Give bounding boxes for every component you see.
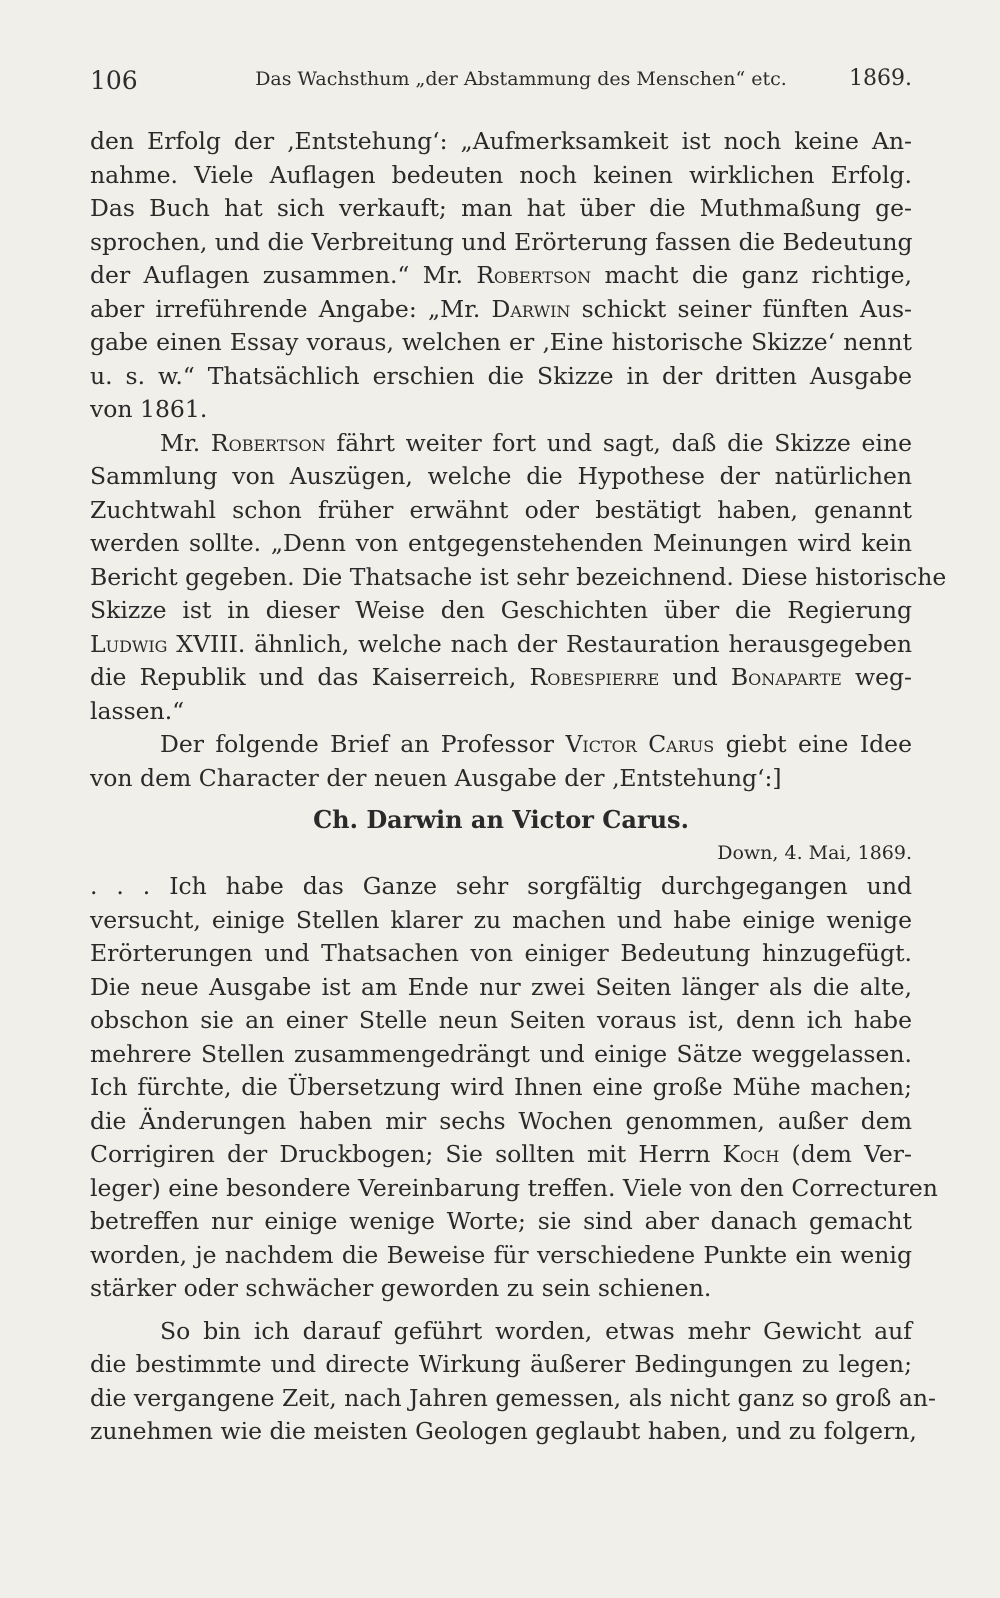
text-line: werden sollte. „Denn von entgegenstehenden Meinungen wird kein bbox=[90, 529, 912, 557]
text-line: obschon sie an einer Stelle neun Seiten voraus ist, denn ich habe bbox=[90, 1006, 912, 1034]
letter-date: Down, 4. Mai, 1869. bbox=[717, 841, 912, 864]
text-line: Ich fürchte, die Übersetzung wird Ihnen eine große Mühe machen; bbox=[90, 1073, 912, 1101]
text-segment: Der folgende Brief an Professor bbox=[160, 730, 566, 758]
text-line: Skizze ist in dieser Weise den Geschichten über die Regierung bbox=[90, 596, 912, 624]
running-title: Das Wachsthum „der Abstammung des Menschen“ etc. bbox=[255, 68, 787, 90]
text-line: Die neue Ausgabe ist am Ende nur zwei Seiten länger als die alte, bbox=[90, 972, 912, 1001]
text-line: . . . Ich habe das Ganze sehr sorgfältig durchgegangen und bbox=[90, 872, 912, 900]
text-line bbox=[90, 661, 912, 695]
text-line: worden, je nachdem die Beweise für verschiedene Punkte ein wenig bbox=[90, 1240, 912, 1269]
small-caps-name: Robertson bbox=[476, 261, 592, 289]
paragraph-2 bbox=[90, 427, 947, 729]
text-line: betreffen nur einige wenige Worte; sie sind aber danach gemacht bbox=[90, 1207, 912, 1235]
text-line: zunehmen wie die meisten Geologen geglaubt haben, und zu folgern, bbox=[90, 1417, 917, 1445]
paragraph-5 bbox=[90, 1315, 936, 1449]
text-segment: Mr. bbox=[160, 428, 211, 457]
text-segment: macht die ganz richtige, bbox=[591, 261, 912, 289]
text-segment: (dem Ver- bbox=[779, 1140, 912, 1168]
text-line: Bericht gegeben. Die Thatsache ist sehr bezeichnend. Diese historische bbox=[90, 562, 947, 591]
text-line bbox=[90, 728, 912, 762]
text-segment: XVIII. ähnlich, welche nach der Restauration herausgegeben bbox=[167, 629, 912, 658]
text-line bbox=[90, 1138, 912, 1172]
text-line: von dem Character der neuen Ausgabe der ‚Entstehung‘:] bbox=[90, 763, 782, 792]
text-line: Erörterungen und Thatsachen von einiger Bedeutung hinzugefügt. bbox=[90, 939, 912, 967]
page-body bbox=[90, 125, 947, 1449]
text-line bbox=[90, 628, 912, 662]
text-line: Sammlung von Auszügen, welche die Hypothese der natürlichen bbox=[90, 462, 912, 490]
small-caps-name: Robertson bbox=[210, 428, 326, 457]
small-caps-name: Ludwig bbox=[90, 629, 168, 658]
text-line: versucht, einige Stellen klarer zu machen und habe einige wenige bbox=[90, 905, 912, 934]
text-segment: Corrigiren der Druckbogen; Sie sollten mit Herrn bbox=[90, 1140, 723, 1168]
header-year: 1869. bbox=[849, 66, 912, 91]
page-header bbox=[90, 62, 912, 102]
letter-heading: Ch. Darwin an Victor Carus. bbox=[313, 805, 689, 834]
text-line: Zuchtwahl schon früher erwähnt oder bestätigt haben, genannt bbox=[90, 495, 912, 524]
text-line: So bin ich darauf geführt worden, etwas mehr Gewicht auf bbox=[160, 1316, 912, 1345]
text-line: den Erfolg der ‚Entstehung‘: „Aufmerksamkeit ist noch keine An- bbox=[90, 127, 912, 155]
text-line: die bestimmte und directe Wirkung äußerer Bedingungen zu legen; bbox=[90, 1350, 912, 1378]
text-line: stärker oder schwächer geworden zu sein schienen. bbox=[90, 1274, 712, 1302]
text-segment: aber irreführende Angabe: „Mr. bbox=[90, 294, 492, 323]
small-caps-name: Darwin bbox=[491, 294, 571, 323]
text-line: die Änderungen haben mir sechs Wochen genommen, außer dem bbox=[90, 1106, 912, 1135]
small-caps-name: Koch bbox=[722, 1140, 780, 1168]
text-segment: die Republik und das Kaiserreich, bbox=[90, 663, 530, 691]
text-line bbox=[90, 259, 912, 293]
text-line: sprochen, und die Verbreitung und Erörterung fassen die Bedeutung bbox=[90, 227, 913, 256]
text-segment: fährt weiter fort und sagt, daß die Skizze eine bbox=[325, 428, 912, 457]
text-line: mehrere Stellen zusammengedrängt und einige Sätze weggelassen. bbox=[90, 1039, 912, 1068]
text-segment: schickt seiner fünften Aus- bbox=[570, 294, 912, 323]
small-caps-name: Robespierre bbox=[529, 663, 660, 691]
text-line: lassen.“ bbox=[90, 696, 185, 725]
text-line: nahme. Viele Auflagen bedeuten noch keinen wirklichen Erfolg. bbox=[90, 160, 912, 189]
text-line: leger) eine besondere Vereinbarung treffen. Viele von den Correcturen bbox=[90, 1173, 938, 1202]
small-caps-name: Victor Carus bbox=[565, 730, 715, 758]
text-line: von 1861. bbox=[90, 395, 208, 423]
paragraph-1 bbox=[90, 125, 912, 427]
paragraph-4 bbox=[90, 870, 938, 1306]
text-line bbox=[90, 427, 912, 461]
text-line bbox=[90, 293, 912, 327]
text-line: u. s. w.“ Thatsächlich erschien die Skizze in der dritten Ausgabe bbox=[90, 361, 912, 390]
text-segment: und bbox=[659, 663, 731, 691]
paragraph-3 bbox=[90, 728, 912, 795]
text-segment: der Auflagen zusammen.“ Mr. bbox=[90, 261, 477, 289]
text-line: die vergangene Zeit, nach Jahren gemessen, als nicht ganz so groß an- bbox=[90, 1383, 936, 1412]
text-line: Das Buch hat sich verkauft; man hat über die Muthmaßung ge- bbox=[90, 194, 912, 222]
text-segment: giebt eine Idee bbox=[714, 730, 912, 758]
text-line: gabe einen Essay voraus, welchen er ‚Eine historische Skizze‘ nennt bbox=[90, 328, 912, 356]
text-segment: weg- bbox=[841, 663, 912, 691]
page-number: 106 bbox=[90, 66, 138, 95]
small-caps-name: Bonaparte bbox=[730, 663, 842, 691]
